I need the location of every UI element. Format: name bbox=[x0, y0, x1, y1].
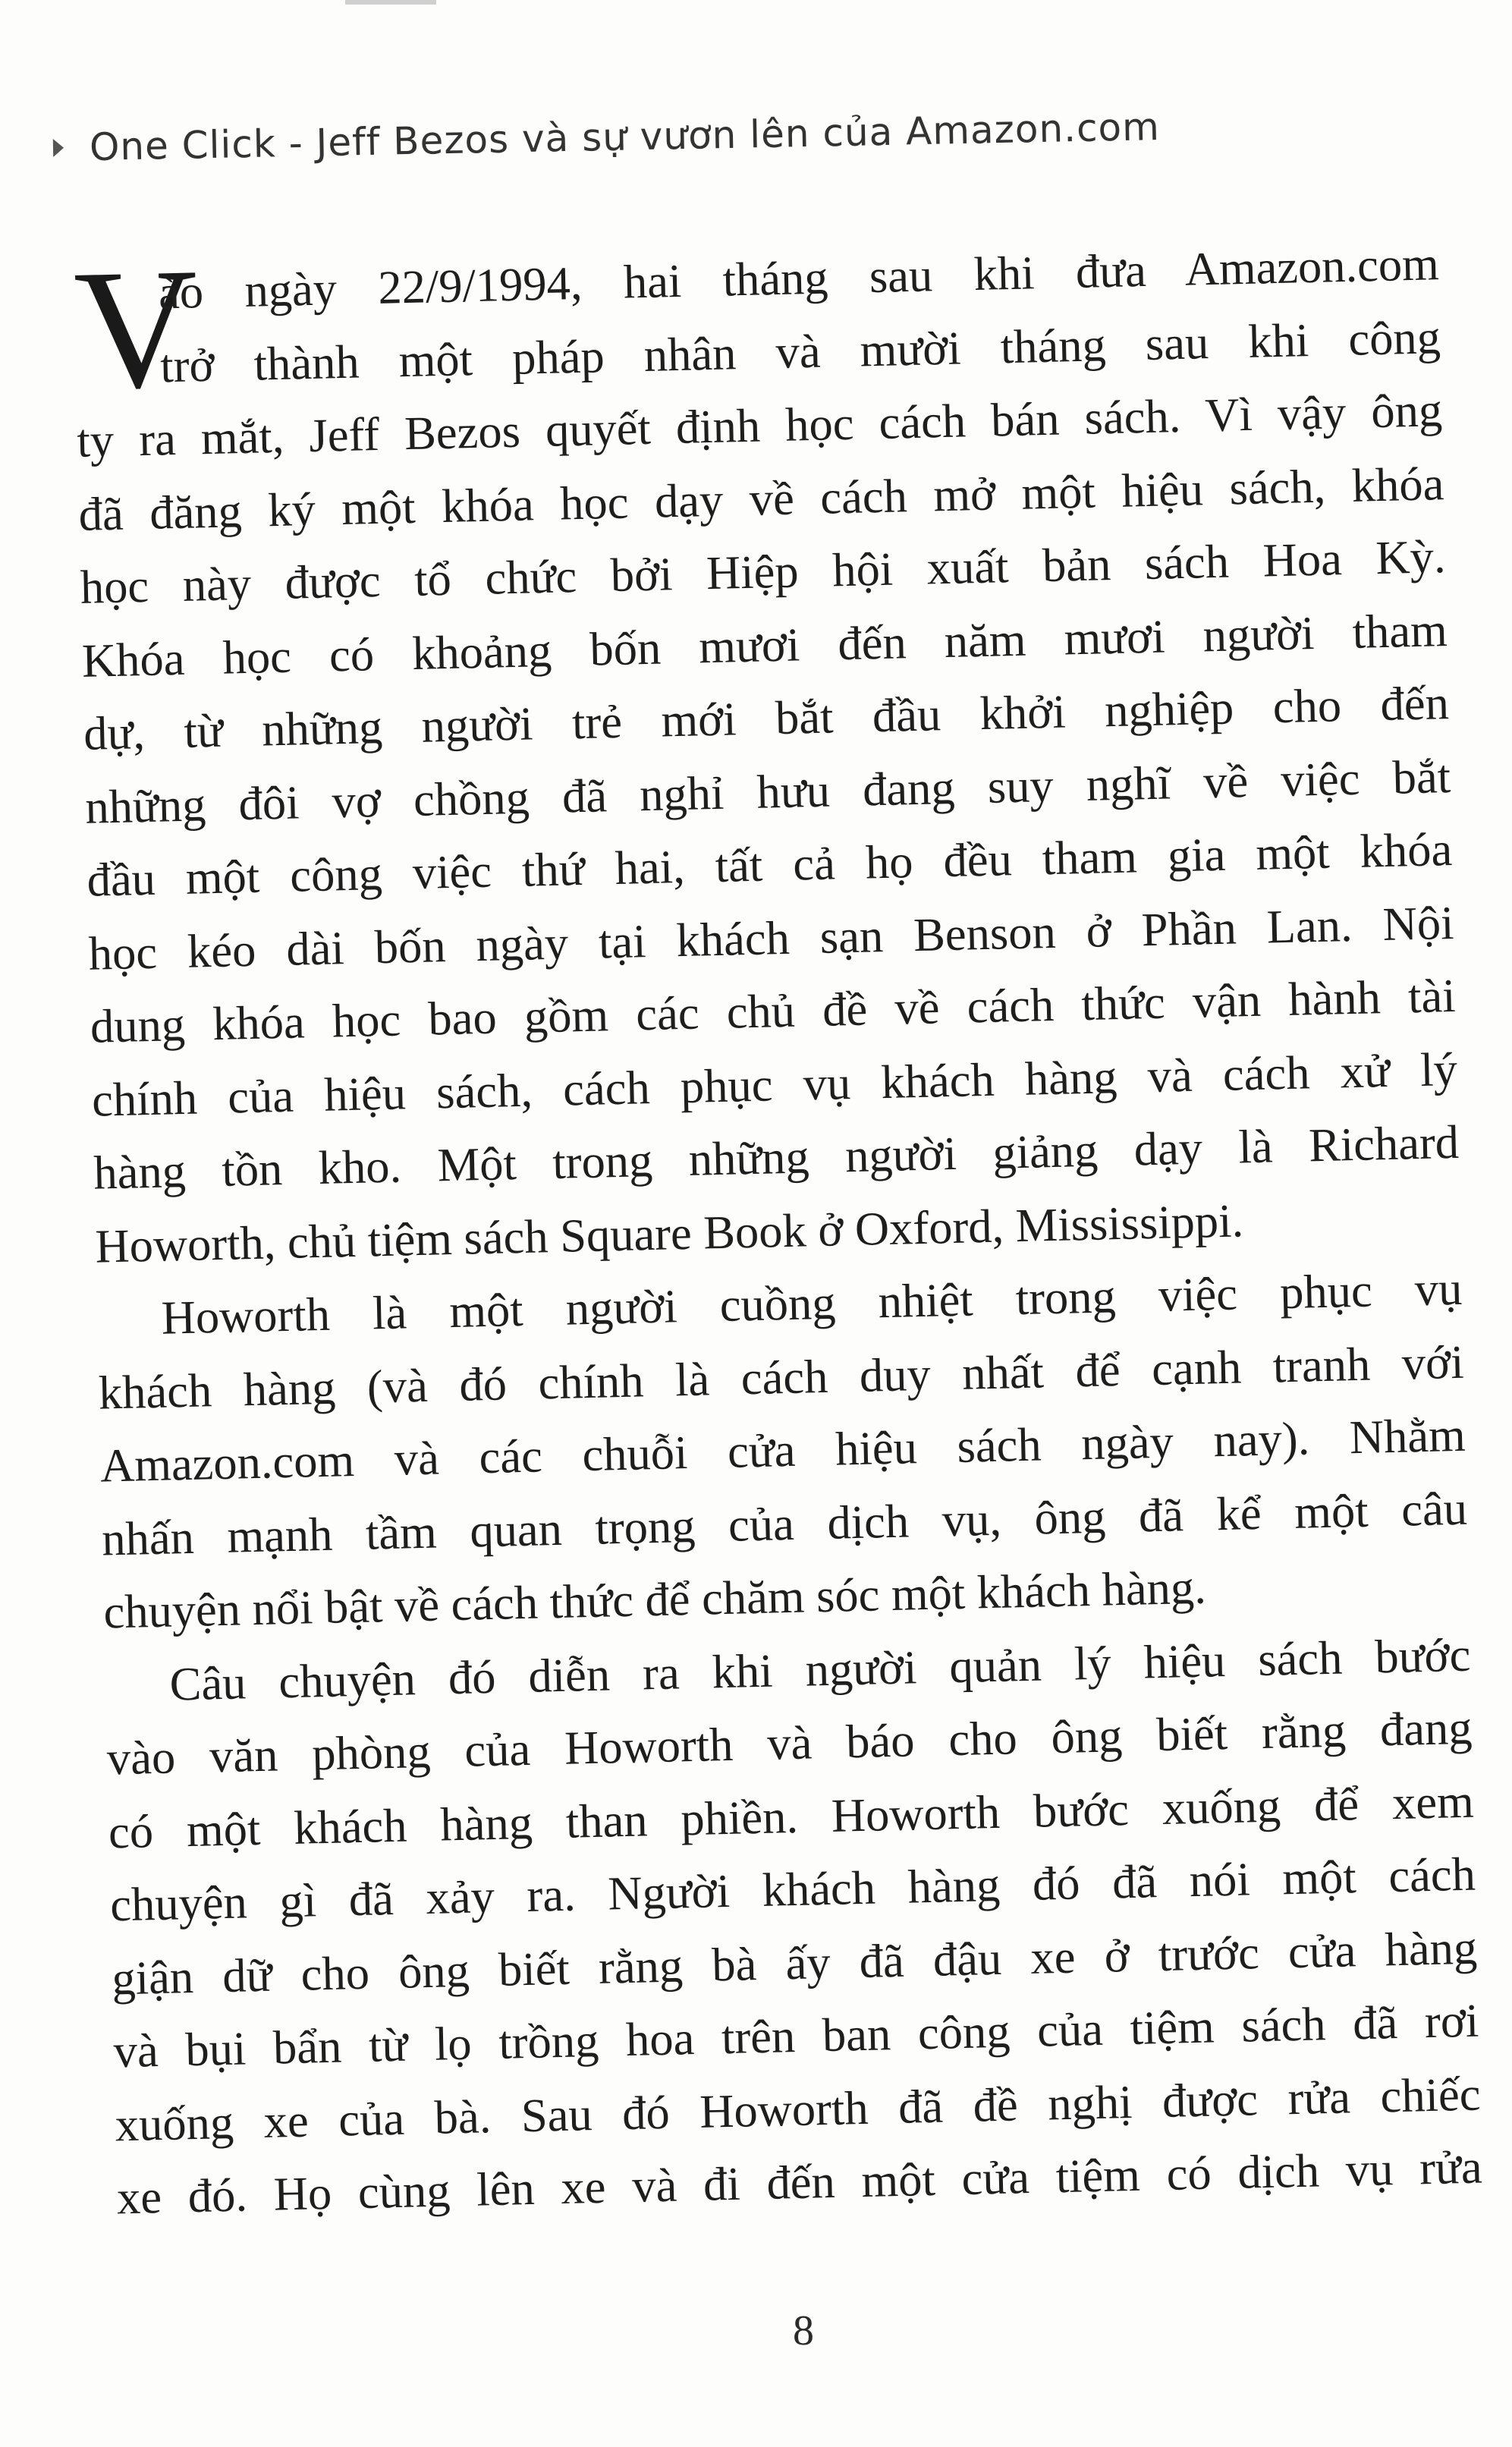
text-line: học này được tổ chức bởi Hiệp hội xuất bản sách Hoa Kỳ. bbox=[80, 530, 1447, 614]
text-line: hàng tồn kho. Một trong những người giảng dạy là Richard bbox=[93, 1115, 1460, 1200]
text-line: xuống xe của bà. Sau đó Howorth đã đề nghị được rửa chiếc bbox=[115, 2067, 1482, 2151]
running-header bbox=[52, 90, 1267, 182]
text-line: trở thành một pháp nhân và mười tháng sau khi công bbox=[159, 310, 1441, 392]
text-line: đã đăng ký một khóa học dạy về cách mở một hiệu sách, khóa bbox=[77, 456, 1444, 541]
text-line: Amazon.com và các chuỗi cửa hiệu sách ngày nay). Nhằm bbox=[99, 1407, 1466, 1492]
text-line: ào ngày 22/9/1994, hai tháng sau khi đưa Amazon.com bbox=[158, 237, 1440, 319]
text-line: giận dữ cho ông biết rằng bà ấy đã đậu xe ở trước cửa hàng bbox=[111, 1920, 1478, 2005]
text-line: Howorth, chủ tiệm sách Square Book ở Oxford, Mississippi. bbox=[94, 1193, 1244, 1273]
text-line: nhấn mạnh tầm quan trọng của dịch vụ, ông đã kể một câu bbox=[101, 1481, 1468, 1566]
text-line: dự, từ những người trẻ mới bắt đầu khởi nghiệp cho đến bbox=[83, 676, 1450, 760]
text-line: và bụi bẩn từ lọ trồng hoa trên ban công của tiệm sách đã rơi bbox=[112, 1993, 1479, 2078]
paragraph-3 bbox=[105, 1618, 1483, 2235]
text-line: vào văn phòng của Howorth và báo cho ông biết rằng đang bbox=[106, 1700, 1473, 1785]
text-line: những đôi vợ chồng đã nghỉ hưu đang suy nghĩ về việc bắt bbox=[84, 749, 1451, 834]
scan-edge-mark bbox=[345, 0, 436, 5]
text-line: ty ra mắt, Jeff Bezos quyết định học cách bán sách. Vì vậy ông bbox=[76, 383, 1443, 467]
text-line: chuyện gì đã xảy ra. Người khách hàng đó đã nói một cách bbox=[109, 1847, 1476, 1932]
paragraph-1 bbox=[73, 227, 1461, 1282]
text-line: chuyện nổi bật về cách thức để chăm sóc một khách hàng. bbox=[102, 1560, 1207, 1639]
text-line: học kéo dài bốn ngày tại khách sạn Benson ở Phần Lan. Nội bbox=[87, 895, 1455, 980]
triangle-bullet-icon bbox=[53, 139, 64, 157]
drop-cap: V bbox=[72, 232, 201, 425]
text-line: dung khóa học bao gồm các chủ đề về cách thức vận hành tài bbox=[90, 968, 1457, 1053]
text-line: khách hàng (và đó chính là cách duy nhất để cạnh tranh với bbox=[98, 1335, 1465, 1420]
text-line: Khóa học có khoảng bốn mươi đến năm mươi người tham bbox=[81, 602, 1448, 687]
text-line: xe đó. Họ cùng lên xe và đi đến một cửa tiệm có dịch vụ rửa bbox=[116, 2140, 1483, 2225]
text-line: Howorth là một người cuồng nhiệt trong việc phục vụ bbox=[160, 1261, 1463, 1345]
text-line: Câu chuyện đó diễn ra khi người quản lý hiệu sách bước bbox=[168, 1628, 1472, 1711]
text-line: có một khách hàng than phiền. Howorth bước xuống để xem bbox=[108, 1774, 1475, 1858]
text-line: chính của hiệu sách, cách phục vụ khách hàng và cách xử lý bbox=[91, 1042, 1458, 1127]
running-title: One Click - Jeff Bezos và sự vươn lên của Amazon.com bbox=[89, 104, 1161, 170]
page-number: 8 bbox=[793, 2307, 814, 2354]
text-line: đầu một công việc thứ hai, tất cả họ đều tham gia một khóa bbox=[86, 822, 1453, 907]
chapter-body bbox=[73, 227, 1483, 2235]
paragraph-2 bbox=[96, 1252, 1470, 1649]
